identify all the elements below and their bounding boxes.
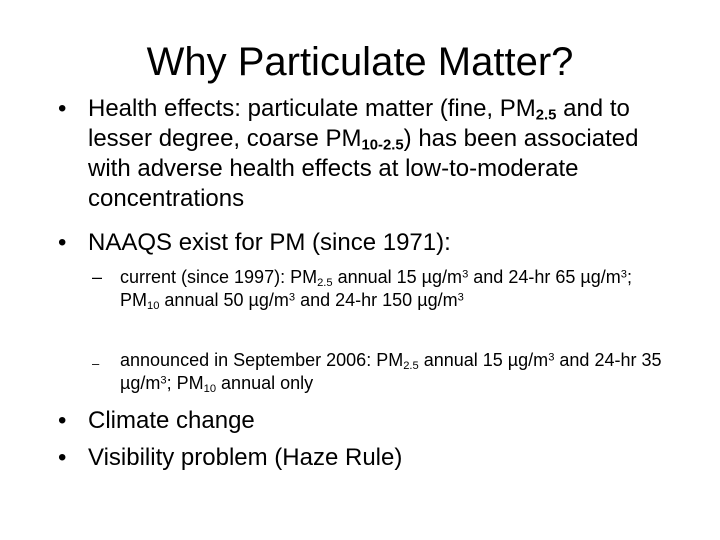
subbullet-symbol: – [92,356,100,371]
bullet-visibility [58,443,678,473]
subbullet-symbol: – [92,267,103,287]
subbullet-text: current (since 1997): $PM_{2.5}$ annual 15 $\mu g/m^3$ and 24-hr 65 $\mu g/m^3$; $PM_{10}$ annual 50 $\mu g/m^3$ and 24-hr 150 $\mu g/m^3$ [120,267,632,312]
subbullet-current-standard [92,266,672,312]
bullet-text: Health effects: particulate matter (fine, $PM_{2.5}$ and to lesser degree, coarse $PM_{10-2.5}$) has been associated with adverse health effects at low-to-moderate concentrations [88,95,639,212]
bullet-symbol: • [58,95,67,122]
bullet-symbol: • [58,444,67,471]
bullet-text: NAAQS exist for PM (since 1971): [88,229,451,256]
bullet-symbol: • [58,407,67,434]
bullet-health-effects [58,94,678,214]
slide-title: Why Particulate Matter? [146,40,574,84]
bullet-text: Climate change [88,407,255,434]
bullet-naaqs [58,228,678,258]
bullet-text: Visibility problem (Haze Rule) [88,444,403,471]
subbullet-text: announced in September 2006: $PM_{2.5}$ annual 15 $\mu g/m^3$ and 24-hr 35 $\mu g/m^3$; $PM_{10}$ annual only [120,350,662,395]
bullet-symbol: • [58,229,67,256]
bullet-climate-change [58,406,678,436]
subbullet-announced-standard [92,349,672,395]
